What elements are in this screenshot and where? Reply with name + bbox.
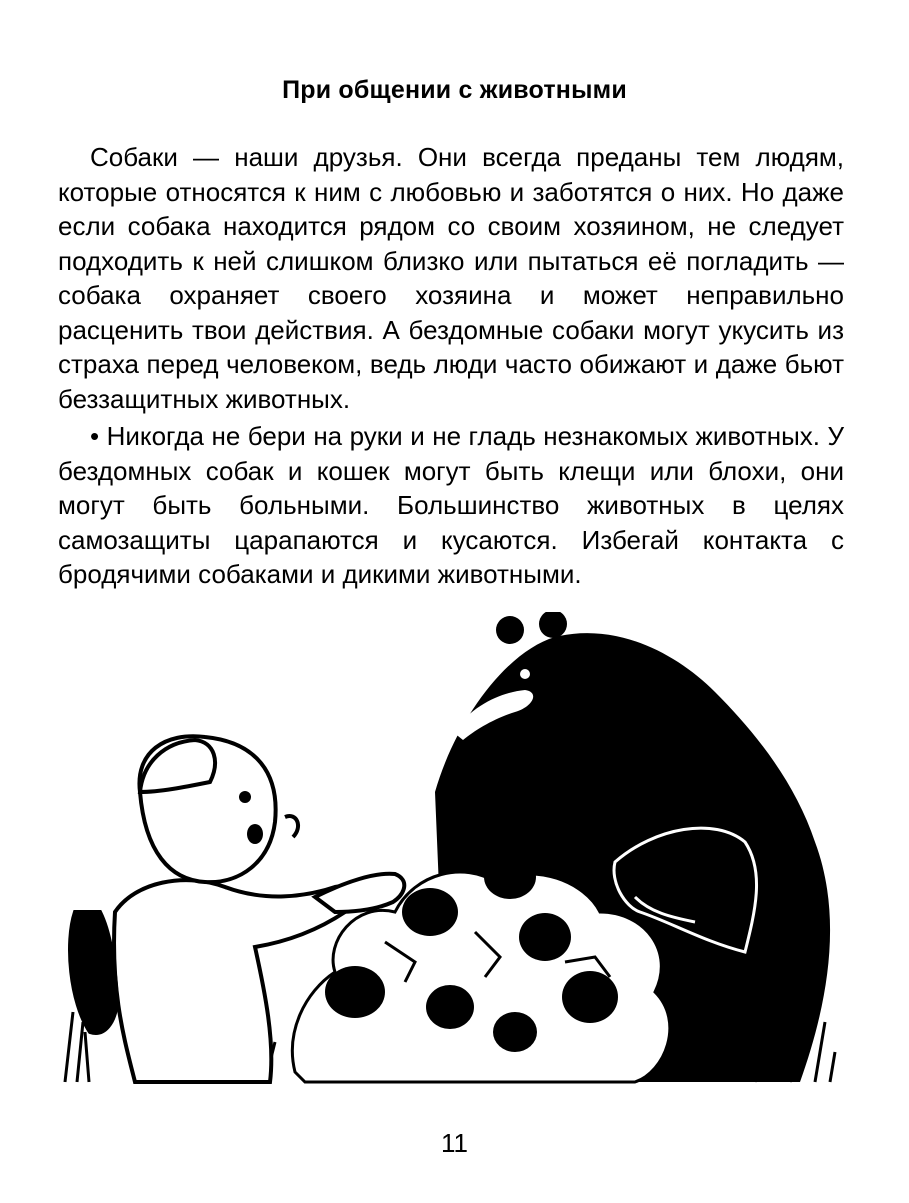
page-number: 11 [441,1128,468,1158]
page-title: При общении с животными [282,76,627,104]
child-and-bear-illustration [55,612,845,1108]
paragraph-dogs: Собаки — наши друзья. Они всегда преданы тем людям, которые относятся к ним с любовью и заботятся о них. Но даже если собака находится рядом со своим хозяином, не следует подходить к ней слишком близко или пытаться её погладить — собака охраняет своего хозяина и может неправильно расценить твои действия. А бездомные собаки могут укусить из страха перед человеком, ведь люди часто обижают и даже бьют беззащитных животных. [58,142,844,414]
body-text [58,140,844,592]
paragraph-bullet-animals: • Никогда не бери на руки и не гладь незнакомых животных. У бездомных собак и кошек могут быть клещи или блохи, они могут быть больными. Большинство животных в целях самозащиты царапаются и кусаются. Избегай контакта с бродячими собаками и дикими животными. [58,421,844,589]
